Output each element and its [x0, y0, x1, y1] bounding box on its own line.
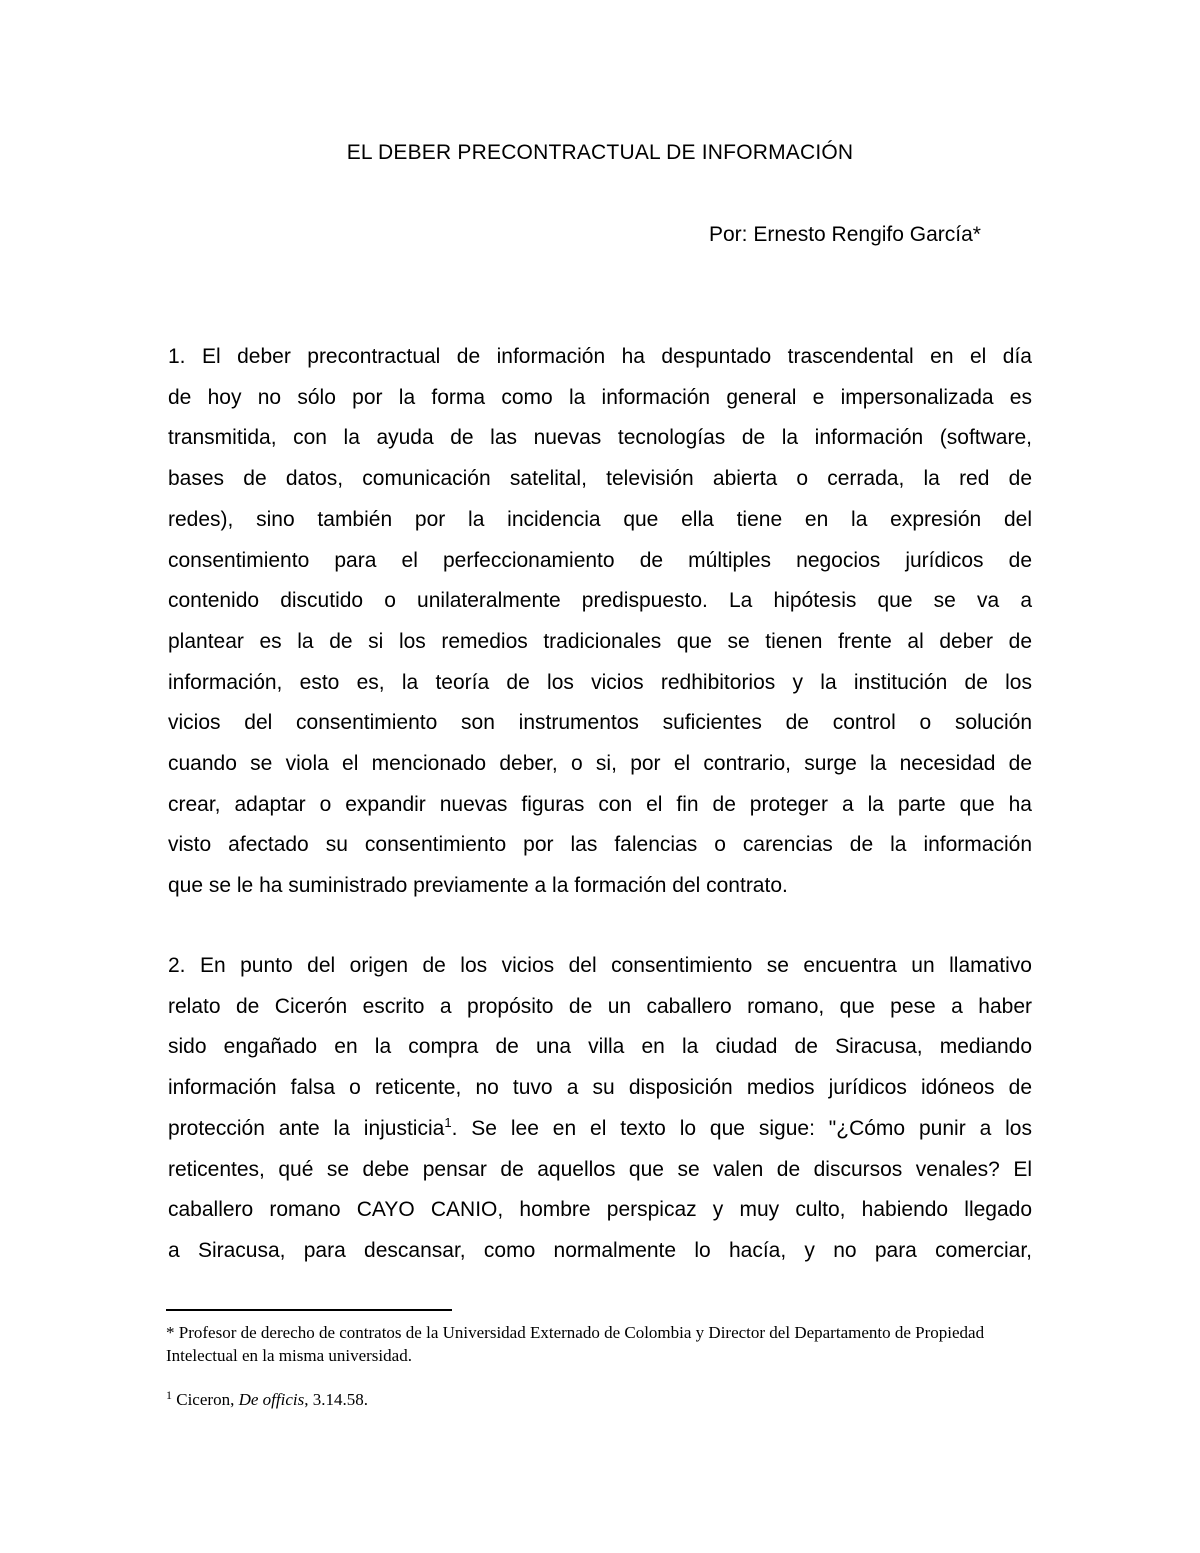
- line-text: protección ante la injusticia: [168, 1116, 445, 1140]
- paragraph-2: [168, 946, 1032, 1272]
- footnote-separator: [166, 1309, 452, 1311]
- footnote-author-name: Ciceron,: [172, 1390, 239, 1409]
- paragraph-1-line: crear, adaptar o expandir nuevas figuras con el fin de proteger a la parte que ha: [168, 792, 1032, 816]
- paragraph-1: [168, 337, 1032, 907]
- paragraph-2-line: reticentes, qué se debe pensar de aquellos que se valen de discursos venales? El: [168, 1157, 1032, 1181]
- paragraph-1-line: consentimiento para el perfeccionamiento de múltiples negocios jurídicos de: [168, 548, 1032, 572]
- document-title: EL DEBER PRECONTRACTUAL DE INFORMACIÓN: [346, 141, 854, 164]
- footnote-reference-text: , 3.14.58.: [304, 1390, 368, 1409]
- paragraph-1-line: información, esto es, la teoría de los vicios redhibitorios y la institución de los: [168, 670, 1032, 694]
- footnote-reference[interactable]: 1: [444, 1114, 452, 1130]
- footnote-1: [166, 1388, 1032, 1411]
- paragraph-1-line: vicios del consentimiento son instrumentos suficientes de control o solución: [168, 711, 1032, 735]
- paragraph-2-line: 2. En punto del origen de los vicios del consentimiento se encuentra un llamativo: [168, 954, 1032, 977]
- paragraph-2-line: relato de Cicerón escrito a propósito de un caballero romano, que pese a haber: [168, 994, 1032, 1018]
- paragraph-2-line: información falsa o reticente, no tuvo a su disposición medios jurídicos idóneos de: [168, 1076, 1032, 1100]
- line-text: . Se lee en el texto lo que sigue: "¿Cómo punir a los: [451, 1116, 1032, 1140]
- paragraph-2-line: [168, 1109, 1032, 1150]
- paragraph-1-line: de hoy no sólo por la forma como la información general e impersonalizada es: [168, 385, 1032, 409]
- paragraph-1-line: contenido discutido o unilateralmente predispuesto. La hipótesis que se va a: [168, 589, 1032, 613]
- paragraph-2-line: sido engañado en la compra de una villa en la ciudad de Siracusa, mediando: [168, 1035, 1032, 1059]
- paragraph-1-line: visto afectado su consentimiento por las falencias o carencias de la información: [168, 833, 1032, 857]
- author-byline: Por: Ernesto Rengifo García*: [709, 223, 981, 246]
- paragraph-1-line: plantear es la de si los remedios tradicionales que se tienen frente al deber de: [168, 629, 1032, 653]
- paragraph-1-line: cuando se viola el mencionado deber, o si, por el contrario, surge la necesidad de: [168, 752, 1032, 776]
- paragraph-1-line: bases de datos, comunicación satelital, televisión abierta o cerrada, la red de: [168, 467, 1032, 491]
- footnote-author: * Profesor de derecho de contratos de la Universidad Externado de Colombia y Director del Departamento de Propiedad Intelectual en la misma universidad.: [166, 1323, 985, 1365]
- paragraph-1-line: transmitida, con la ayuda de las nuevas tecnologías de la información (software,: [168, 426, 1032, 450]
- paragraph-1-line: que se le ha suministrado previamente a la formación del contrato.: [168, 874, 788, 898]
- paragraph-1-line: redes), sino también por la incidencia que ella tiene en la expresión del: [168, 507, 1032, 531]
- paragraph-2-line: a Siracusa, para descansar, como normalmente lo hacía, y no para comerciar,: [168, 1238, 1032, 1262]
- paragraph-1-line: 1. El deber precontractual de información ha despuntado trascendental en el día: [168, 345, 1032, 368]
- footnote-number: 1: [166, 1388, 172, 1402]
- paragraph-2-line: caballero romano CAYO CANIO, hombre perspicaz y muy culto, habiendo llegado: [168, 1198, 1032, 1222]
- footnote-work-title: De officis: [238, 1390, 305, 1409]
